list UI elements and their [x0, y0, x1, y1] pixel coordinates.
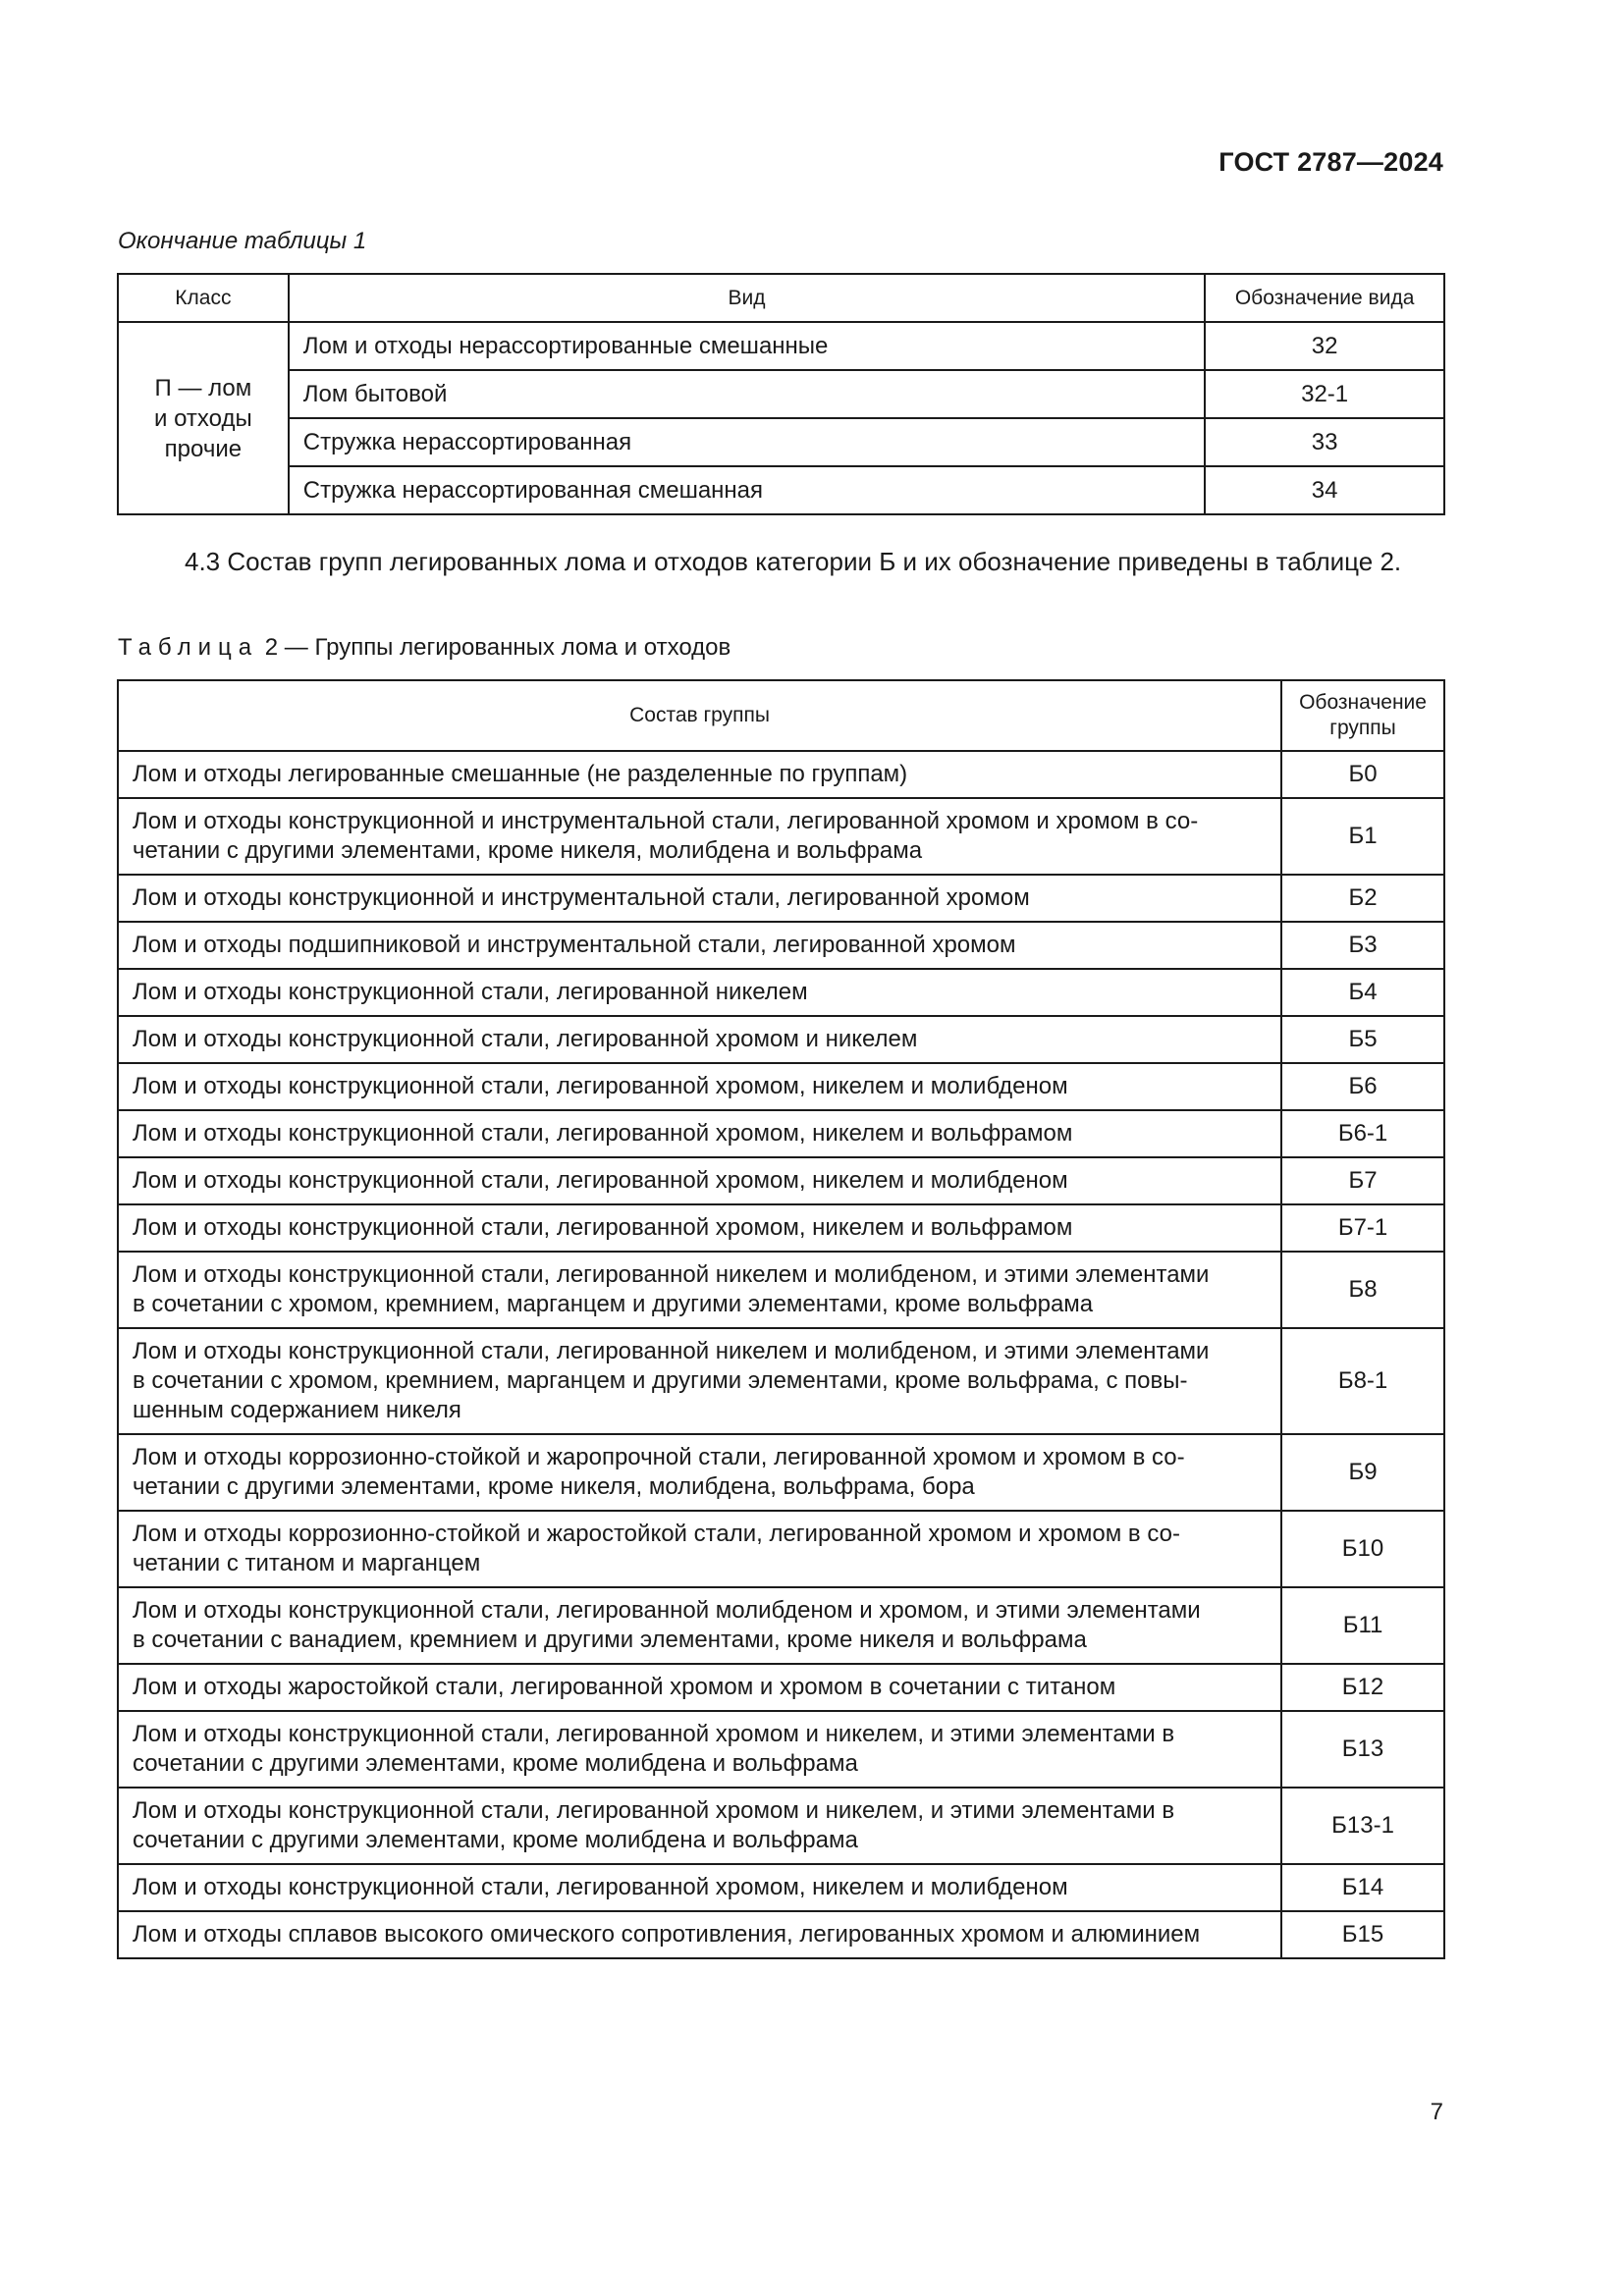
table2-composition-cell: [118, 1511, 1281, 1587]
table2-composition-line: Лом и отходы конструкционной стали, легированной хромом и никелем: [133, 1026, 918, 1052]
table2-row: [118, 922, 1444, 969]
table1-caption: Окончание таблицы 1: [118, 228, 367, 254]
table1-kind-cell: Лом и отходы нерассортированные смешанные: [289, 322, 1205, 370]
table2-group-cell: Б4: [1281, 969, 1444, 1016]
table2-row: [118, 1328, 1444, 1434]
table1-row: [118, 418, 1444, 466]
table2-group-cell: Б10: [1281, 1511, 1444, 1587]
table2-header-group-line2: группы: [1329, 717, 1396, 739]
table2-group-cell: Б9: [1281, 1434, 1444, 1511]
table1-row: [118, 370, 1444, 418]
table2-title-prefix: Таблица: [118, 634, 259, 661]
table2-composition-line: Лом и отходы конструкционной стали, легированной никелем и молибденом, и этими элементами: [133, 1261, 1210, 1288]
table2-header-composition: Состав группы: [118, 680, 1281, 751]
page-number: 7: [1430, 2099, 1443, 2125]
table2-header-group-line1: Обозначение: [1299, 691, 1427, 714]
table2-row: [118, 1864, 1444, 1911]
table2-title: [118, 634, 731, 662]
table2-header-row: [118, 680, 1444, 751]
table2-composition-cell: [118, 1864, 1281, 1911]
table2-composition-line: Лом и отходы конструкционной стали, легированной никелем: [133, 979, 808, 1005]
table2-row: [118, 751, 1444, 798]
table2-composition-line: Лом и отходы конструкционной стали, легированной хромом, никелем и вольфрамом: [133, 1120, 1073, 1147]
table2-composition-cell: [118, 875, 1281, 922]
table2-row: [118, 875, 1444, 922]
table1-row: [118, 466, 1444, 514]
table2-title-rest: 2 — Группы легированных лома и отходов: [264, 634, 731, 661]
table2-composition-cell: [118, 1434, 1281, 1511]
table2-composition-line: Лом и отходы конструкционной стали, легированной никелем и молибденом, и этими элементами: [133, 1338, 1210, 1364]
table2-group-cell: Б3: [1281, 922, 1444, 969]
table2-composition-cell: [118, 1587, 1281, 1664]
table2-composition-line: четании с другими элементами, кроме никеля, молибдена, вольфрама, бора: [133, 1473, 975, 1500]
table1-kind-cell: Лом бытовой: [289, 370, 1205, 418]
table1-class-cell: [118, 322, 289, 514]
table2-body: [118, 751, 1444, 1958]
table2-composition-line: в сочетании с ванадием, кремнием и другими элементами, кроме никеля и вольфрама: [133, 1627, 1087, 1653]
table2-composition-cell: [118, 1063, 1281, 1110]
table2-row: [118, 1511, 1444, 1587]
table2-row: [118, 969, 1444, 1016]
table2-header-group: [1281, 680, 1444, 751]
table2-group-cell: Б12: [1281, 1664, 1444, 1711]
table2-composition-line: шенным содержанием никеля: [133, 1397, 461, 1423]
table2-composition-line: Лом и отходы легированные смешанные (не разделенные по группам): [133, 761, 908, 787]
table2-composition-cell: [118, 751, 1281, 798]
table2-row: [118, 1157, 1444, 1204]
table2-group-cell: Б6: [1281, 1063, 1444, 1110]
table2-composition-line: Лом и отходы конструкционной стали, легированной молибденом и хромом, и этими элементами: [133, 1597, 1201, 1624]
table2-composition-line: Лом и отходы конструкционной стали, легированной хромом и никелем, и этими элементами в: [133, 1721, 1175, 1747]
table1-class-line: П — лом: [154, 374, 252, 401]
table2-row: [118, 1252, 1444, 1328]
table2-row: [118, 1110, 1444, 1157]
table1-body: [118, 322, 1444, 514]
table1-kind-cell: Стружка нерассортированная смешанная: [289, 466, 1205, 514]
table2-group-cell: Б11: [1281, 1587, 1444, 1664]
table1-row: [118, 322, 1444, 370]
table2-group-cell: Б7: [1281, 1157, 1444, 1204]
table2-composition-line: Лом и отходы коррозионно-стойкой и жаростойкой стали, легированной хромом и хромом в со-: [133, 1521, 1180, 1547]
table2-row: [118, 1063, 1444, 1110]
table2-group-cell: Б2: [1281, 875, 1444, 922]
table2-row: [118, 1788, 1444, 1864]
table2-group-cell: Б13-1: [1281, 1788, 1444, 1864]
table2-composition-cell: [118, 1664, 1281, 1711]
table2-group-cell: Б13: [1281, 1711, 1444, 1788]
table2-composition-cell: [118, 798, 1281, 875]
table2-composition-cell: [118, 1711, 1281, 1788]
table1-class-line: и отходы: [154, 404, 252, 432]
table1-header-code: Обозначение вида: [1205, 274, 1444, 322]
table2-row: [118, 1434, 1444, 1511]
table2-composition-line: Лом и отходы конструкционной и инструментальной стали, легированной хромом и хромом в со-: [133, 808, 1199, 834]
table1-class-line: прочие: [164, 435, 243, 462]
table2-group-cell: Б8-1: [1281, 1328, 1444, 1434]
document-header: ГОСТ 2787—2024: [1218, 147, 1443, 177]
table1-code-cell: 32-1: [1205, 370, 1444, 418]
table2: [117, 679, 1445, 1959]
table2-composition-cell: [118, 1157, 1281, 1204]
table2-composition-line: Лом и отходы жаростойкой стали, легированной хромом и хромом в сочетании с титаном: [133, 1674, 1116, 1700]
table2-composition-line: сочетании с другими элементами, кроме молибдена и вольфрама: [133, 1827, 858, 1853]
table2-composition-line: Лом и отходы конструкционной стали, легированной хромом, никелем и молибденом: [133, 1073, 1068, 1099]
table1-code-cell: 34: [1205, 466, 1444, 514]
table1-code-cell: 33: [1205, 418, 1444, 466]
table2-row: [118, 798, 1444, 875]
table1-code-cell: 32: [1205, 322, 1444, 370]
table2-composition-cell: [118, 1110, 1281, 1157]
table1-header-class: Класс: [118, 274, 289, 322]
table2-composition-line: сочетании с другими элементами, кроме молибдена и вольфрама: [133, 1750, 858, 1777]
table2-composition-line: в сочетании с хромом, кремнием, марганцем и другими элементами, кроме вольфрама, с повы-: [133, 1367, 1188, 1394]
table1-kind-cell: Стружка нерассортированная: [289, 418, 1205, 466]
table2-composition-cell: [118, 1911, 1281, 1958]
table2-group-cell: Б15: [1281, 1911, 1444, 1958]
section-4-3-paragraph: 4.3 Состав групп легированных лома и отходов категории Б и их обозначение приведены в таблице 2.: [185, 547, 1402, 576]
table2-group-cell: Б14: [1281, 1864, 1444, 1911]
table2-group-cell: Б7-1: [1281, 1204, 1444, 1252]
table2-row: [118, 1711, 1444, 1788]
table2-composition-line: четании с титаном и марганцем: [133, 1550, 481, 1576]
table1-header-row: [118, 274, 1444, 322]
table2-row: [118, 1204, 1444, 1252]
table2-group-cell: Б6-1: [1281, 1110, 1444, 1157]
table2-composition-line: в сочетании с хромом, кремнием, марганцем и другими элементами, кроме вольфрама: [133, 1291, 1094, 1317]
table2-composition-cell: [118, 1204, 1281, 1252]
table2-row: [118, 1587, 1444, 1664]
table2-composition-line: Лом и отходы подшипниковой и инструментальной стали, легированной хромом: [133, 932, 1016, 958]
table2-group-cell: Б1: [1281, 798, 1444, 875]
table2-composition-cell: [118, 922, 1281, 969]
table2-composition-line: Лом и отходы конструкционной стали, легированной хромом, никелем и вольфрамом: [133, 1214, 1073, 1241]
table2-composition-line: Лом и отходы сплавов высокого омического сопротивления, легированных хромом и алюминием: [133, 1921, 1201, 1948]
table1-header-kind: Вид: [289, 274, 1205, 322]
table2-composition-line: Лом и отходы конструкционной стали, легированной хромом, никелем и молибденом: [133, 1167, 1068, 1194]
table2-row: [118, 1016, 1444, 1063]
table2-composition-cell: [118, 1328, 1281, 1434]
table2-composition-line: Лом и отходы конструкционной стали, легированной хромом, никелем и молибденом: [133, 1874, 1068, 1900]
table2-row: [118, 1664, 1444, 1711]
table1: [117, 273, 1445, 515]
table2-composition-cell: [118, 1252, 1281, 1328]
table2-composition-cell: [118, 1016, 1281, 1063]
table2-group-cell: Б8: [1281, 1252, 1444, 1328]
table2-group-cell: Б5: [1281, 1016, 1444, 1063]
table2-composition-cell: [118, 1788, 1281, 1864]
table2-composition-line: Лом и отходы конструкционной стали, легированной хромом и никелем, и этими элементами в: [133, 1797, 1175, 1824]
table2-composition-line: Лом и отходы конструкционной и инструментальной стали, легированной хромом: [133, 884, 1030, 911]
table2-group-cell: Б0: [1281, 751, 1444, 798]
table2-composition-cell: [118, 969, 1281, 1016]
table2-composition-line: четании с другими элементами, кроме никеля, молибдена и вольфрама: [133, 837, 923, 864]
table2-composition-line: Лом и отходы коррозионно-стойкой и жаропрочной стали, легированной хромом и хромом в со-: [133, 1444, 1185, 1470]
table2-row: [118, 1911, 1444, 1958]
